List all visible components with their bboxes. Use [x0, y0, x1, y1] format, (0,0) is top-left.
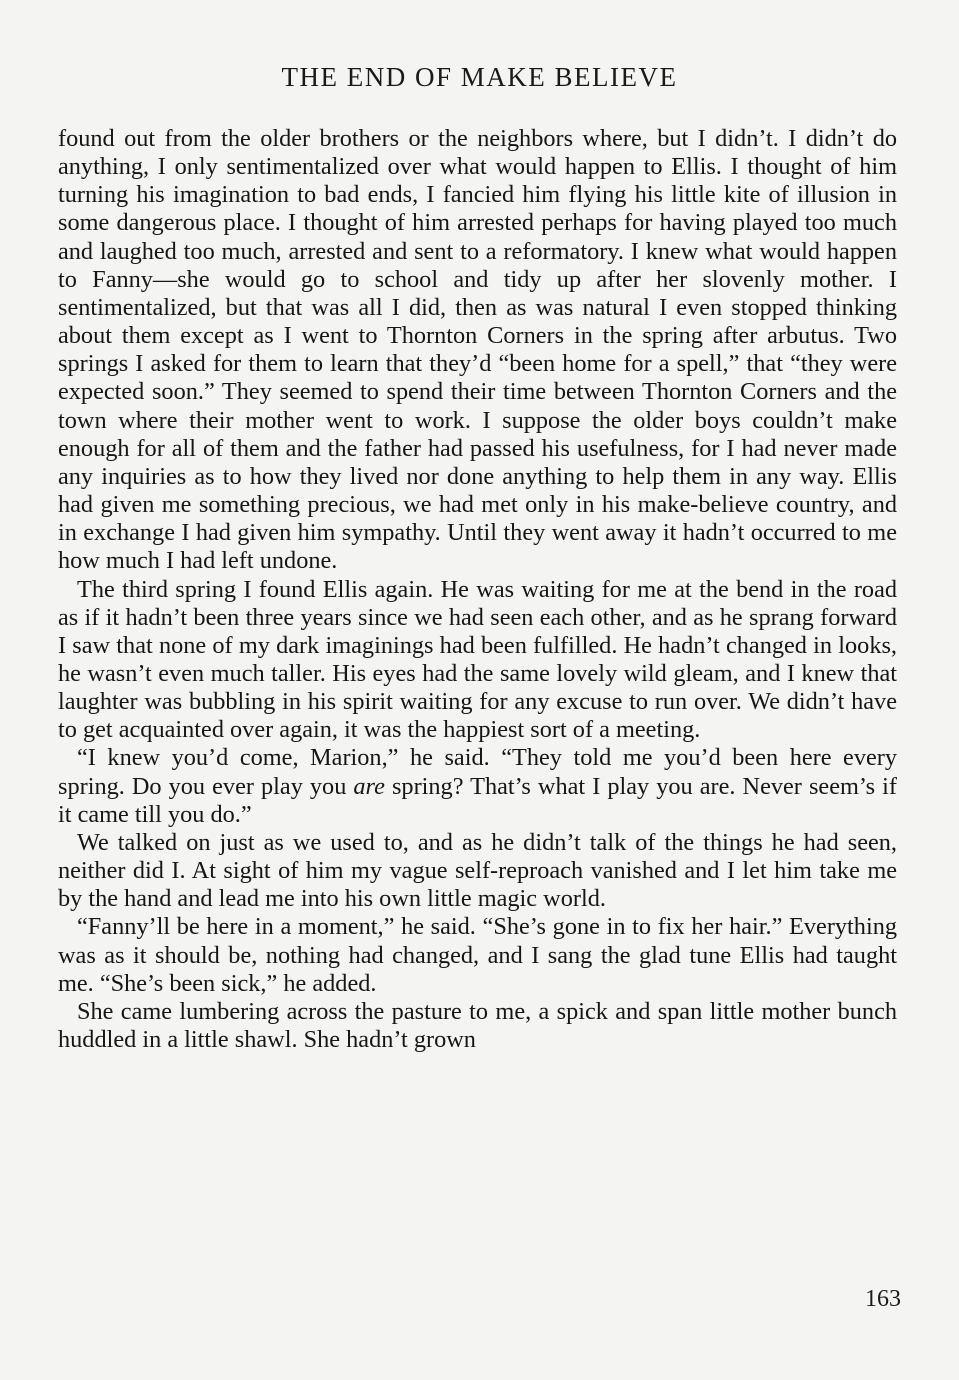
running-head: THE END OF MAKE BELIEVE — [281, 62, 678, 92]
page-number: 163 — [865, 1286, 901, 1312]
paragraph-3 — [58, 744, 897, 828]
paragraph-text: “Fanny’ll be here in a moment,” he said. “She’s gone in to fix her hair.” Everything was as it should be, nothing had changed, and I sang the glad tune Ellis had taught me. “She’s been sick,” he added. — [58, 913, 897, 997]
paragraph-text: We talked on just as we used to, and as he didn’t talk of the things he had seen, neither did I. At sight of him my vague self-reproach vanished and I let him take me by the hand and lead me into his own little magic world. — [58, 828, 897, 913]
italic-emphasis: are — [353, 772, 385, 800]
paragraph-text: found out from the older brothers or the neighbors where, but I didn’t. I didn’t do anything, I only sentimentalized over what would happen to Ellis. I thought of him turning his imagination to bad ends, I fancied him flying his little kite of illusion in some dangerous place. I thought of him arrested perhaps for having played too much and laughed too much, arrested and sent to a reformatory. I knew what would happen to Fanny—she would go to school and tidy up after her slovenly mother. I sentimentalized, but that was all I did, then as was natural I even stopped thinking about them except as I went to Thornton Corners in the spring after arbutus. Two springs I asked for them to learn that they’d “been home for a spell,” that “they were expected soon.” They seemed to spend their time between Thornton Corners and the town where their mother went to work. I suppose the older boys couldn’t make enough for all of them and the father had passed his usefulness, for I had never made any inquiries as to how they lived nor done anything to help them in any way. Ellis had given me something precious, we had met only in his make-believe country, and in exchange I had given him sympathy. Until they went away it hadn’t occurred to me how much I had left undone. — [58, 125, 897, 575]
paragraph-text: spring? That’s what I play you are. Never seem’s if it came till you do.” — [58, 772, 897, 828]
paragraph-5 — [58, 913, 897, 997]
paragraph-text: She came lumbering across the pasture to me, a spick and span little mother bunch huddled in a little shawl. She hadn’t grown — [58, 997, 897, 1053]
paragraph-6 — [58, 998, 897, 1054]
paragraph-4 — [58, 829, 897, 913]
body-text — [58, 125, 897, 1054]
paragraph-1 — [58, 125, 897, 576]
paragraph-2 — [58, 576, 897, 745]
paragraph-text: “I knew you’d come, Marion,” he said. “They told me you’d been here every spring. Do you ever play you — [58, 744, 897, 800]
paragraph-text: The third spring I found Ellis again. He was waiting for me at the bend in the road as if it hadn’t been three years since we had seen each other, and as he sprang forward I saw that none of my dark imaginings had been fulfilled. He hadn’t changed in looks, he wasn’t even much taller. His eyes had the same lovely wild gleam, and I knew that laughter was bubbling in his spirit waiting for any excuse to run over. We didn’t have to get acquainted over again, it was the happiest sort of a meeting. — [58, 575, 897, 744]
